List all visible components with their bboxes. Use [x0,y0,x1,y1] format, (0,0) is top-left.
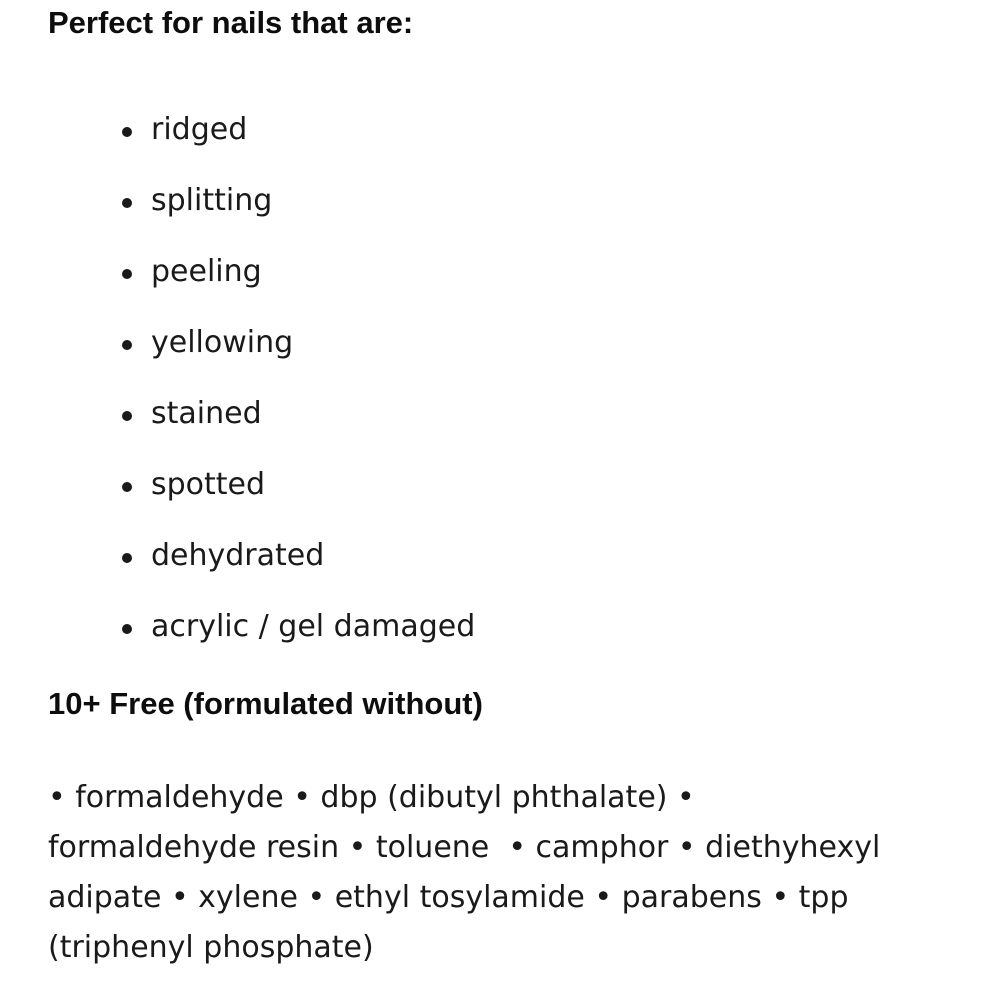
list-item-label: dehydrated [151,537,325,573]
bullet-icon [122,553,132,563]
list-item [118,238,475,309]
bullet-icon [122,411,132,421]
bullet-icon [122,624,132,634]
list-item [118,593,475,664]
list-item [118,96,475,167]
nails-section-heading: Perfect for nails that are: [48,5,414,40]
list-item-label: spotted [151,466,266,502]
bullet-icon [122,127,132,137]
ingredients-line: • formaldehyde • dbp (dibutyl phthalate) • [48,780,695,815]
list-item-label: acrylic / gel damaged [151,608,476,644]
bullet-icon [122,340,132,350]
list-item-label: peeling [151,253,262,289]
list-item [118,451,475,522]
list-item [118,167,475,238]
list-item-label: splitting [151,182,273,218]
bullet-icon [122,482,132,492]
ingredients-line: (triphenyl phosphate) [48,930,374,965]
ingredients-line: adipate • xylene • ethyl tosylamide • parabens • tpp [48,880,849,915]
nail-conditions-list [118,96,475,664]
list-item-label: stained [151,395,262,431]
bullet-icon [122,269,132,279]
list-item [118,380,475,451]
free-from-ingredients-paragraph [48,773,978,973]
list-item-label: yellowing [151,324,294,360]
list-item [118,309,475,380]
ingredients-line: formaldehyde resin • toluene • camphor • diethyhexyl [48,830,881,865]
free-from-section-heading: 10+ Free (formulated without) [48,686,483,721]
list-item-label: ridged [151,111,248,147]
bullet-icon [122,198,132,208]
list-item [118,522,475,593]
